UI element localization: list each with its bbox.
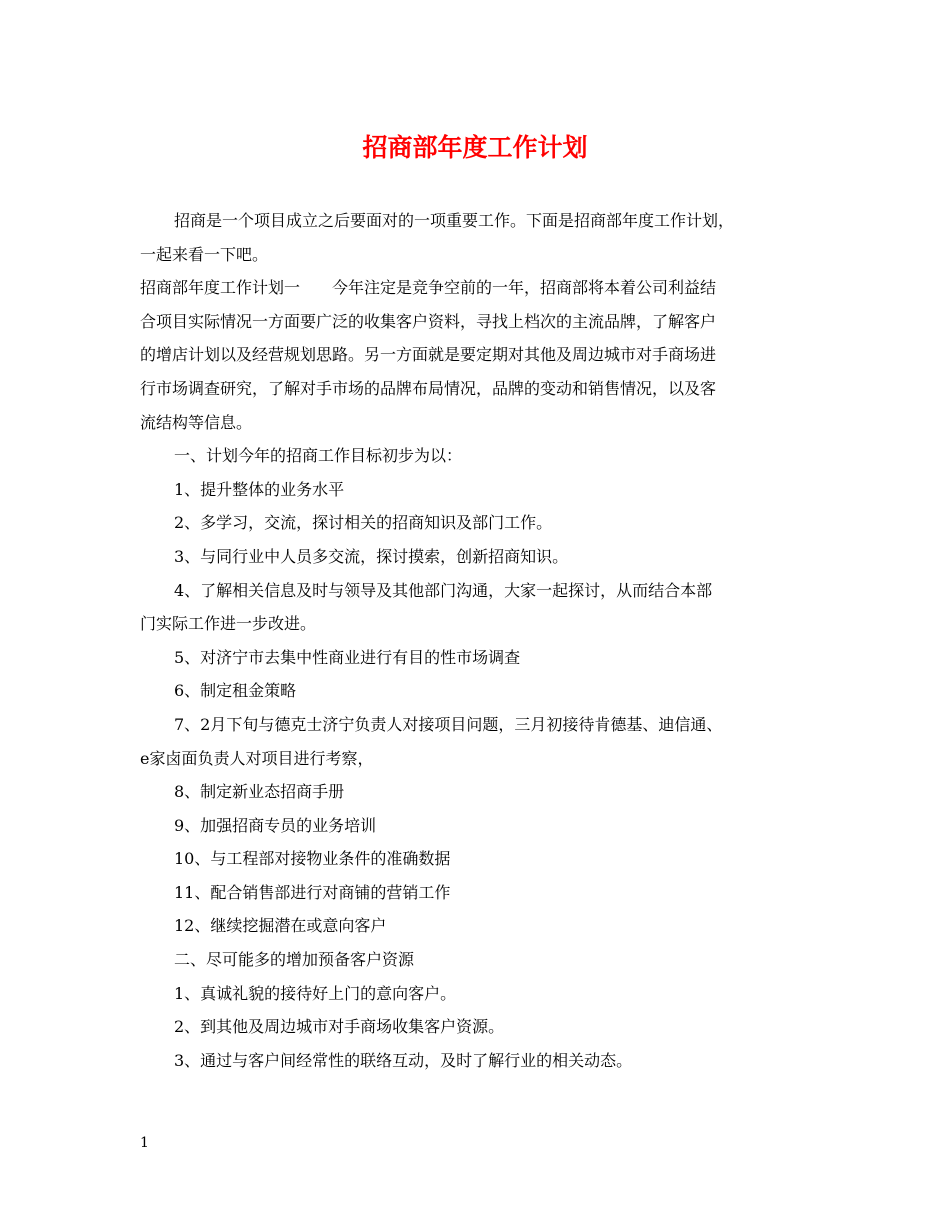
list-item: 11、配合销售部进行对商铺的营销工作 bbox=[174, 882, 451, 902]
section-heading: 一、计划今年的招商工作目标初步为以： bbox=[174, 446, 463, 466]
list-item: 5、对济宁市去集中性商业进行有目的性市场调查 bbox=[174, 647, 521, 667]
list-item: 2、到其他及周边城市对手商场收集客户资源。 bbox=[174, 1017, 505, 1037]
list-item: 6、制定租金策略 bbox=[174, 681, 297, 701]
list-item-continuation: e家卤面负责人对项目进行考察， bbox=[140, 748, 374, 768]
paragraph-line: 行市场调查研究，了解对手市场的品牌布局情况，品牌的变动和销售情况，以及客 bbox=[140, 378, 717, 398]
list-item: 2、多学习，交流，探讨相关的招商知识及部门工作。 bbox=[174, 513, 553, 533]
list-item: 3、与同行业中人员多交流，探讨摸索，创新招商知识。 bbox=[174, 546, 569, 566]
paragraph-line: 的增店计划以及经营规划思路。另一方面就是要定期对其他及周边城市对手商场进 bbox=[140, 345, 717, 365]
paragraph-line: 合项目实际情况一方面要广泛的收集客户资料，寻找上档次的主流品牌，了解客户 bbox=[140, 311, 717, 331]
list-item: 1、提升整体的业务水平 bbox=[174, 479, 345, 499]
paragraph-line: 招商部年度工作计划一 今年注定是竞争空前的一年，招商部将本着公司利益结 bbox=[140, 278, 717, 298]
list-item: 9、加强招商专员的业务培训 bbox=[174, 815, 377, 835]
list-item: 7、2月下旬与德克士济宁负责人对接项目问题，三月初接待肯德基、迪信通、 bbox=[174, 714, 723, 734]
list-item: 10、与工程部对接物业条件的准确数据 bbox=[174, 849, 451, 869]
paragraph-line: 一起来看一下吧。 bbox=[140, 244, 269, 264]
list-item: 8、制定新业态招商手册 bbox=[174, 782, 345, 802]
paragraph-line: 流结构等信息。 bbox=[140, 412, 253, 432]
section-heading: 二、尽可能多的增加预备客户资源 bbox=[174, 950, 415, 970]
page-number: 1 bbox=[140, 1135, 149, 1151]
paragraph-line: 招商是一个项目成立之后要面对的一项重要工作。下面是招商部年度工作计划， bbox=[174, 211, 735, 230]
document-title: 招商部年度工作计划 bbox=[362, 133, 588, 162]
list-item-continuation: 门实际工作进一步改进。 bbox=[140, 614, 317, 634]
list-item: 4、了解相关信息及时与领导及其他部门沟通，大家一起探讨，从而结合本部 bbox=[174, 580, 713, 600]
list-item: 12、继续挖掘潜在或意向客户 bbox=[174, 916, 387, 936]
document-body bbox=[140, 204, 830, 1077]
list-item: 1、真诚礼貌的接待好上门的意向客户。 bbox=[174, 983, 457, 1003]
list-item: 3、通过与客户间经常性的联络互动，及时了解行业的相关动态。 bbox=[174, 1050, 633, 1070]
